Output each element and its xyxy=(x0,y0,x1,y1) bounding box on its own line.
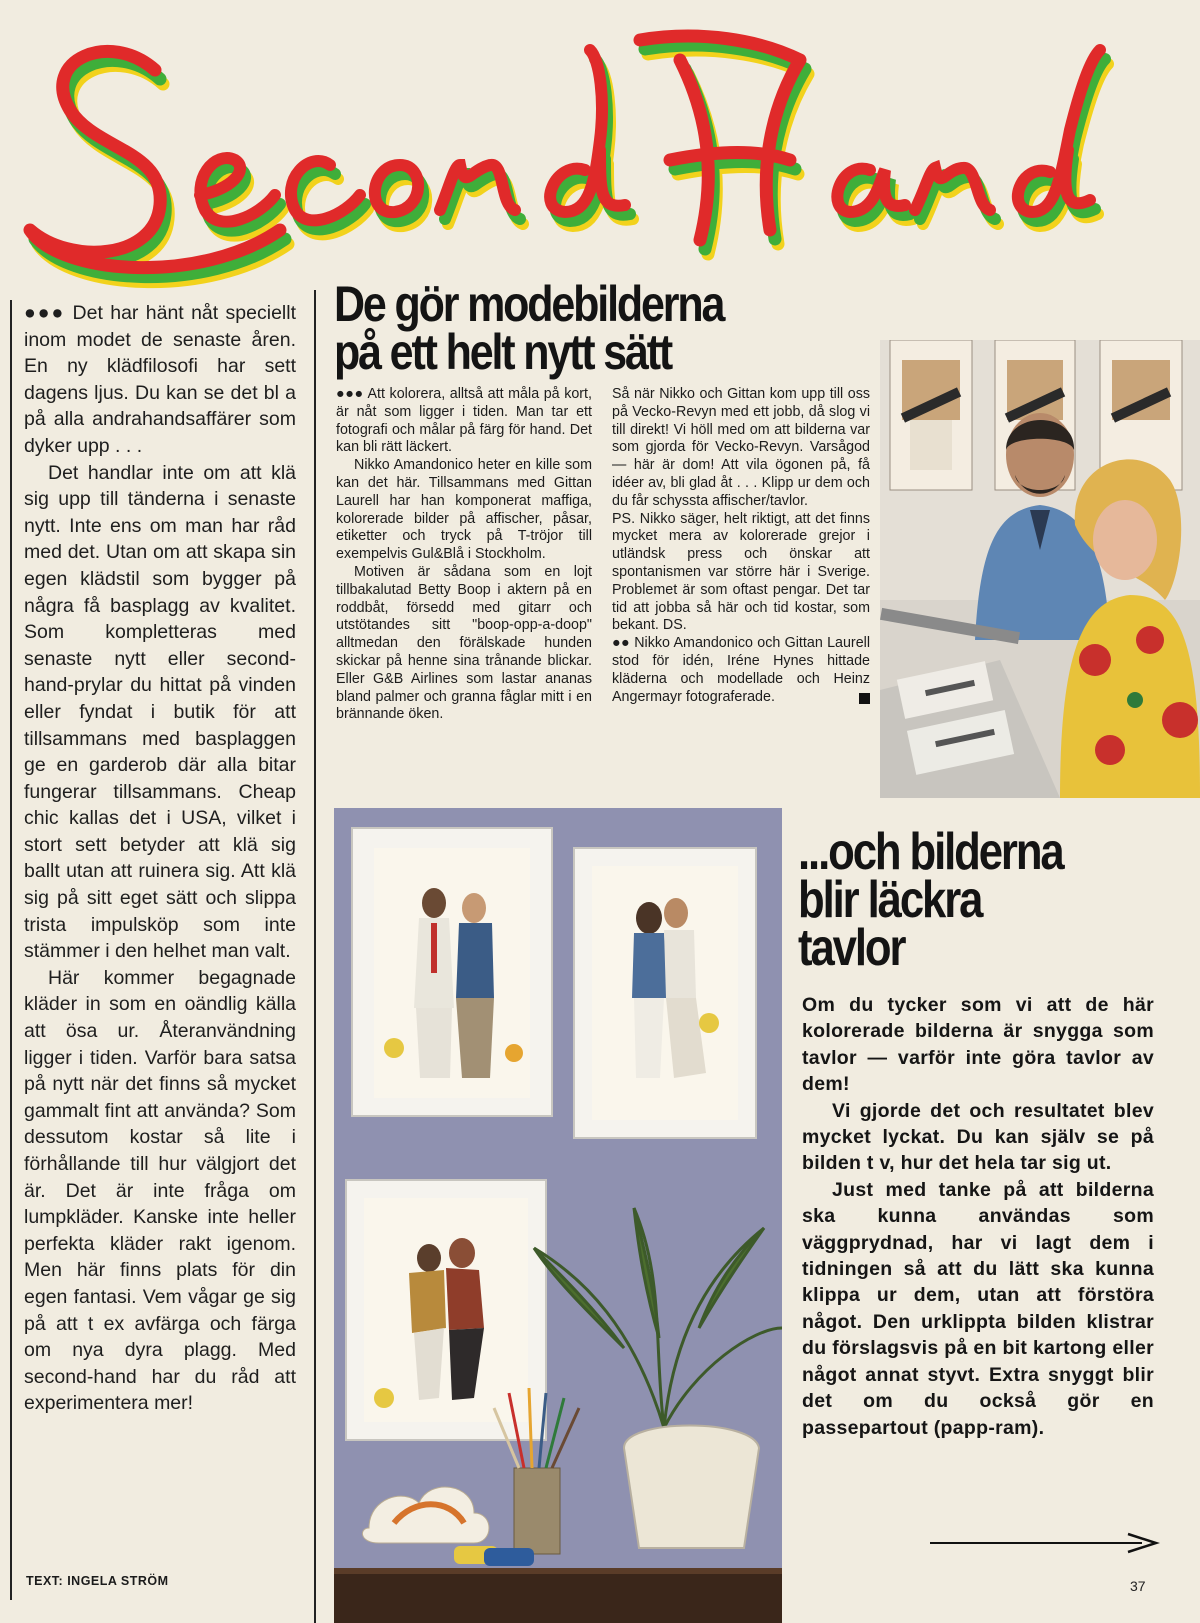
second-hand-title xyxy=(0,0,1200,290)
poster-1 xyxy=(890,340,972,490)
sidebar-paragraph-1: Om du tycker som vi att de här kolorerade bilderna är snygga som tavlor — varför inte göra tavlor av dem! xyxy=(802,994,1154,1096)
article-a-paragraph-2: Nikko Amandonico heter en kille som kan det här. Tillsammans med Gittan Laurell har han komponerat maffiga, kolorerade bilder på affischer, påsar, etiketter och tryck på T-tröjor till exempelvis Gul&Blå i Stockholm. xyxy=(336,457,592,563)
end-mark-icon xyxy=(859,693,870,704)
framed-print-1 xyxy=(352,828,552,1116)
article-b-paragraph-3 xyxy=(612,635,870,706)
headline-line-2: på ett helt nytt sätt xyxy=(334,324,672,380)
article-column-b xyxy=(612,386,870,706)
credits-text: ●● Nikko Amandonico och Gittan Laurell stod för idén, Iréne Hynes hittade kläderna och modellade och Heinz Angermayr fotograferade. xyxy=(612,635,870,705)
page-number: 37 xyxy=(1130,1578,1146,1594)
toy-car-blue xyxy=(484,1548,534,1566)
sidebar-paragraph-2: Vi gjorde det och resultatet blev mycket lyckat. Du kan själv se på bilden t v, hur det hela tar sig ut. xyxy=(802,1099,1154,1175)
column-divider xyxy=(314,290,316,1623)
dresser xyxy=(334,1568,782,1623)
intro-column xyxy=(10,300,300,1600)
framed-print-2 xyxy=(574,848,756,1138)
article-headline xyxy=(334,276,867,380)
flower-pot xyxy=(624,1426,759,1549)
article-a-paragraph-1: ●●● Att kolorera, alltså att måla på kort, är nåt som ligger i tiden. Man tar ett fotografi och målar på färg för hand. Det kan bli rätt läckert. xyxy=(336,386,592,456)
framed-pictures-photo xyxy=(334,808,782,1623)
sidebar-headline-line-1: ...och bilderna xyxy=(798,823,1063,881)
sidebar-body xyxy=(802,992,1154,1441)
intro-paragraph-1: ●●● Det har hänt nåt speciellt inom modet de senaste åren. En ny klädfilosofi har sett dagens ljus. Du kan se det bl a på alla andrahandsaffärer som dyker upp . . . xyxy=(24,302,296,457)
sidebar-paragraph-3: Just med tanke på att bilderna ska kunna användas som väggprydnad, har vi lagt dem i tidningen så att du lätt ska kunna klippa ur dem, utan att förstöra något. Den urklippta bilden klistrar du förslagsvis på en bit kartong eller något annat styvt. Extra snyggt blir det om du också gör en passepartout (papp-ram). xyxy=(802,1178,1154,1439)
sidebar-headline-line-3: tavlor xyxy=(798,919,905,977)
article-b-paragraph-2: PS. Nikko säger, helt riktigt, att det finns mycket mera av kolorerade grejor i utländsk press och önskar att spontanismen var större här i Sverige. Problemet är som oftast pengar. Det tar tid att jobba så här och tid kostar, som bekant. DS. xyxy=(612,510,870,634)
sidebar-headline xyxy=(798,823,1134,977)
article-a-paragraph-3: Motiven är sådana som en lojt tillbakalutad Betty Boop i aktern på en roddbåt, försedd med gitarr och utstötandes sitt "boop-opp-a-doop" alltmedan den förälskade hunden skickar på henne sina trånande blickar. Eller G&B Airlines som lastar ananas bland palmer och granna fåglar mitt i en brännande öken. xyxy=(336,563,592,723)
headline-line-1: De gör modebilderna xyxy=(334,276,724,332)
intro-paragraph-2: Det handlar inte om att klä sig upp till tänderna i senaste nytt. Inte ens om man har råd med det. Utan om att skapa sin egen klädstil som bygger på några få basplagg av kvalitet. Som kompletteras med senaste nytt eller second-hand-prylar du hittat på vinden eller fyndat i butik för att tillsammans med basplaggen ge en garderob där alla bitar fungerar tillsammans. Cheap chic kallas det i USA, vilket i stort sett betyder att klä sig ballt utan att ruinera sig. Att klä sig på sitt eget sätt och slippa trista impulsköp som inte stämmer i den helhet man valt. xyxy=(24,461,296,963)
sidebar-headline-line-2: blir läckra xyxy=(798,871,982,929)
framed-print-3 xyxy=(346,1180,546,1440)
intro-paragraph-3: Här kommer begagnade kläder in som en oändlig källa att ösa ur. Återanvändning ligger i tiden. Varför bara satsa på nytt när det finns så mycket gammalt fint att använda? Som dessutom kostar så lite i förhållande till hur välgjort det är. Det är inte fråga om lumpkläder. Kanske inte heller perfekta kläder rakt igenom. Men här finns plats för din egen fantasi. Vem vågar ge sig på att t ex avfärga och färga om nya dyra plagg. Med second-hand har du råd att experimentera mer! xyxy=(24,966,296,1415)
author-credit: TEXT: INGELA STRÖM xyxy=(26,1574,169,1588)
artists-photo xyxy=(880,340,1200,798)
arrow-right-icon xyxy=(930,1530,1160,1556)
article-b-paragraph-1: Så när Nikko och Gittan kom upp till oss på Vecko-Revyn med ett jobb, då slog vi till direkt! Vi höll med om att bilderna var som gjorda för Vecko-Revyn. Varsågod — här är dom! Att vila ögonen på, få idéer av, bli glad åt . . . Klipp ur dem och du får schyssta affischer/tavlor. xyxy=(612,386,870,509)
article-column-a xyxy=(336,386,592,724)
